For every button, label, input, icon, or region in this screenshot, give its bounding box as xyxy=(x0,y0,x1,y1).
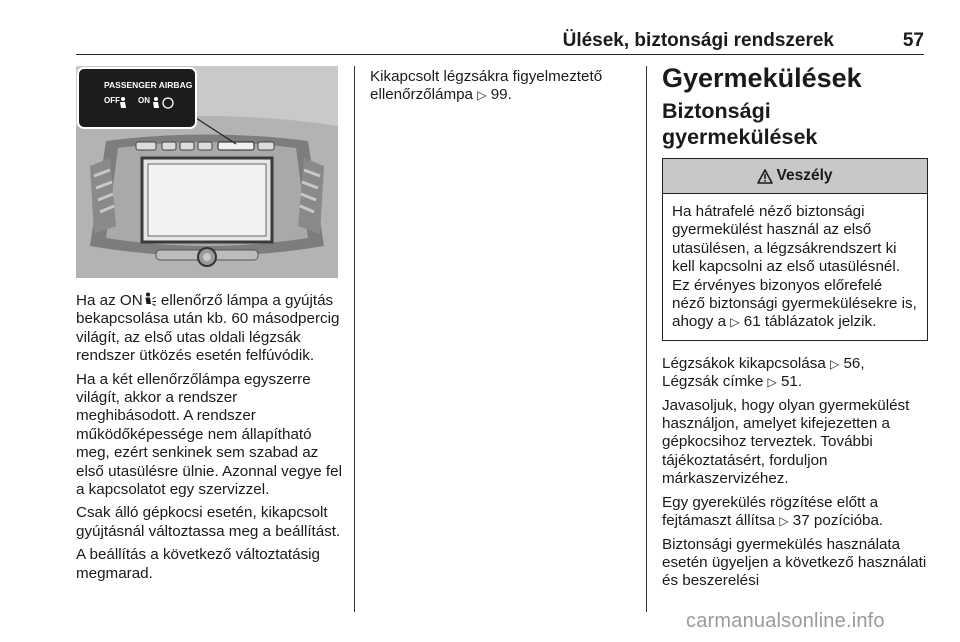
page-reference-link[interactable]: 56, xyxy=(843,354,865,372)
reference-arrow-icon: ▷ xyxy=(730,315,740,330)
paragraph xyxy=(370,68,636,105)
reference-arrow-icon: ▷ xyxy=(779,514,789,529)
paragraph xyxy=(662,355,930,392)
header-title: Ülések, biztonsági rendszerek xyxy=(562,30,834,51)
paragraph-text: Légzsák címke xyxy=(662,373,768,391)
warning-text xyxy=(663,194,927,340)
warning-title: Veszély xyxy=(776,167,833,184)
paragraph-text: Ha az ON xyxy=(76,292,143,309)
section-heading: Gyermekülések xyxy=(662,63,862,93)
warning-header xyxy=(663,159,927,194)
paragraph: A beállítás a következő változtatásig megmarad. xyxy=(76,546,320,582)
paragraph: Biztonsági gyermekülés használata esetén ügyeljen a következő használati és beszerelési xyxy=(662,535,927,590)
paragraph xyxy=(76,292,342,366)
paragraph: Javasoljuk, hogy olyan gyermekülést használjon, amelyet kifejezetten a gépkocsihoz terveztek. További tájékoztatásért, forduljon márkaszervizéhez. xyxy=(662,396,910,488)
paragraph: Csak álló gépkocsi esetén, kikapcsolt gyújtásnál változtassa meg a beállítást. xyxy=(76,504,341,540)
paragraph-text: Kikapcsolt légzsákra figyelmeztető ellenőrzőlámpa xyxy=(370,68,603,104)
seat-airbag-icon xyxy=(143,292,157,306)
off-label: OFF xyxy=(104,96,120,105)
dashboard-illustration xyxy=(76,66,338,278)
header-rule xyxy=(76,54,924,55)
reference-arrow-icon: ▷ xyxy=(767,375,777,390)
page-reference-link[interactable]: 37 xyxy=(792,512,810,530)
page-reference-link[interactable]: 51. xyxy=(780,373,803,391)
paragraph xyxy=(662,494,930,531)
paragraph-text: Légzsákok kikapcsolása xyxy=(662,354,830,372)
reference-arrow-icon: ▷ xyxy=(830,356,840,371)
paragraph: Ha a két ellenőrzőlámpa egyszerre világít, akkor a rendszer meghibásodott. A rendszer működőképessége nem állapítható meg, ezért senkinek sem szabad az első utasülésre ülnie. Azonnal vegye fel a kapcsolatot egy szervizzel. xyxy=(76,370,342,499)
column-3 xyxy=(662,62,930,596)
column-2 xyxy=(370,68,636,110)
page-number: 57 xyxy=(902,30,924,51)
paragraph-text: ellenőrző lámpa a gyújtás bekapcsolása után kb. 60 másodpercig világít, az első utas oldali légzsák rendszer ütközés esetén felfúvódik. xyxy=(76,292,340,365)
page-reference-link[interactable]: 99. xyxy=(490,86,512,104)
danger-warning-box xyxy=(662,158,928,341)
subsection-heading: Biztonsági gyermekülések xyxy=(662,99,818,149)
column-separator xyxy=(354,66,355,612)
column-1 xyxy=(76,292,342,588)
reference-arrow-icon: ▷ xyxy=(477,88,487,103)
warning-text-part: Ha hátrafelé néző biztonsági gyermekülést használ az első utasülésen, a légzsákrendszert ki kell kapcsolni az első utasülésnél. Ez érvényes bizonyos előrefelé néző biztonsági gyermekülésekre is, ahogy a xyxy=(672,203,917,331)
airbag-label: PASSENGER AIRBAG xyxy=(104,80,193,90)
paragraph-text: Egy gyerekülés rögzítése előtt a fejtámaszt állítsa xyxy=(662,493,879,530)
watermark: carmanualsonline.info xyxy=(686,610,885,632)
on-label: ON xyxy=(138,96,150,105)
column-separator xyxy=(646,66,647,612)
paragraph-text: pozícióba. xyxy=(809,512,884,530)
warning-triangle-icon xyxy=(757,169,773,184)
dashboard-photo xyxy=(76,66,338,278)
warning-text-part: táblázatok jelzik. xyxy=(760,313,877,331)
page-reference-link[interactable]: 61 xyxy=(743,313,761,331)
